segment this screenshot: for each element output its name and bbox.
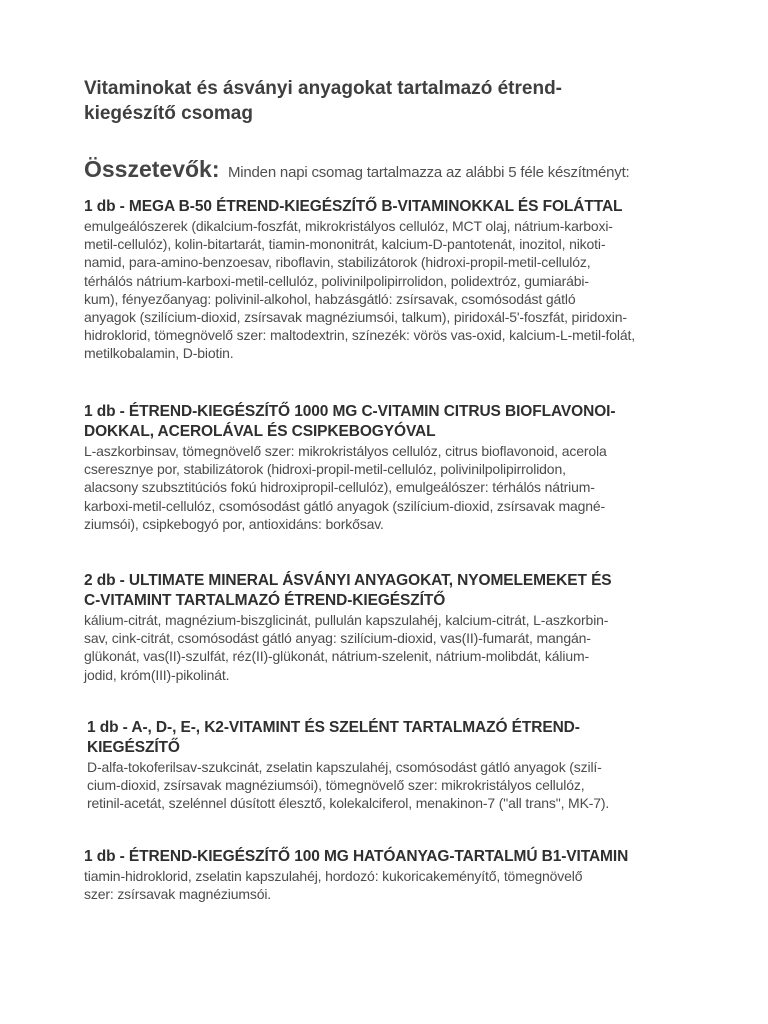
ingredient-line: L-aszkorbinsav, tömegnövelő szer: mikrokristályos cellulóz, citrus bioflavonoid, acerola <box>84 443 607 459</box>
section-ingredients <box>87 758 727 813</box>
product-section <box>84 402 724 533</box>
ingredient-line: cseresznye por, stabilizátorok (hidroxi-propil-metil-cellulóz, polivinilpolipirrolidon, <box>84 461 566 478</box>
section-title <box>84 197 724 217</box>
ingredient-line: kum), fényezőanyag: polivinil-alkohol, habzásgátló: zsírsavak, csomósodást gátló <box>84 290 576 307</box>
section-title-line: 1 db - MEGA B-50 ÉTREND-KIEGÉSZÍTŐ B-VITAMINOKKAL ÉS FOLÁTTAL <box>84 198 623 215</box>
ingredients-label: Összetevők: <box>84 156 220 182</box>
ingredient-line: hidroklorid, tömegnövelő szer: maltodextrin, színezék: vörös vas-oxid, kalcium-L-metil-folát, <box>84 327 635 344</box>
product-section <box>84 847 724 903</box>
ingredient-line: metilkobalamin, D-biotin. <box>84 345 234 362</box>
ingredient-line: D-alfa-tokoferilsav-szukcinát, zselatin kapszulahéj, csomósodást gátló anyagok (szilí- <box>87 759 602 775</box>
section-ingredients <box>84 611 724 684</box>
ingredient-line: ziumsói), csipkebogyó por, antioxidáns: borkősav. <box>84 515 384 532</box>
section-ingredients <box>84 217 724 363</box>
ingredient-line: namid, para-amino-benzoesav, riboflavin, stabilizátorok (hidroxi-propil-metil-cellulóz, <box>84 254 591 271</box>
section-title <box>84 402 724 442</box>
ingredient-line: kálium-citrát, magnézium-biszglicinát, pullulán kapszulahéj, kalcium-citrát, L-aszkorbin- <box>84 612 609 628</box>
section-title-line: C-VITAMINT TARTALMAZÓ ÉTREND-KIEGÉSZÍTŐ <box>84 592 446 609</box>
section-title-line: DOKKAL, ACEROLÁVAL ÉS CSIPKEBOGYÓVAL <box>84 423 436 440</box>
ingredients-intro <box>84 156 704 183</box>
section-title-line: 1 db - ÉTREND-KIEGÉSZÍTŐ 1000 MG C-VITAMIN CITRUS BIOFLAVONOI- <box>84 403 616 420</box>
section-title-line: 1 db - ÉTREND-KIEGÉSZÍTŐ 100 MG HATÓANYAG-TARTALMÚ B1-VITAMIN <box>84 848 629 865</box>
ingredient-line: cium-dioxid, zsírsavak magnéziumsói), tömegnövelő szer: mikrokristályos cellulóz, <box>87 777 585 794</box>
ingredient-line: glükonát, vas(II)-szulfát, réz(II)-glükonát, nátrium-szelenit, nátrium-molibdát, kálium- <box>84 648 589 665</box>
product-section <box>84 571 724 684</box>
ingredient-line: emulgeálószerek (dikalcium-foszfát, mikrokristályos cellulóz, MCT olaj, nátrium-karboxi- <box>84 218 613 234</box>
product-section <box>87 718 727 813</box>
section-title-line: 2 db - ULTIMATE MINERAL ÁSVÁNYI ANYAGOKAT, NYOMELEMEKET ÉS <box>84 572 612 589</box>
document-title <box>84 76 704 126</box>
ingredient-line: anyagok (szilícium-dioxid, zsírsavak magnéziumsói, talkum), piridoxál-5'-foszfát, piridoxin- <box>84 309 627 326</box>
title-line: kiegészítő csomag <box>84 103 253 124</box>
section-title-line: 1 db - A-, D-, E-, K2-VITAMINT ÉS SZELÉNT TARTALMAZÓ ÉTREND- <box>87 719 580 736</box>
ingredient-line: sav, cink-citrát, csomósodást gátló anyag: szilícium-dioxid, vas(II)-fumarát, mangán- <box>84 630 591 647</box>
ingredient-line: jodid, króm(III)-pikolinát. <box>84 666 230 683</box>
ingredient-line: retinil-acetát, szelénnel dúsított élesztő, kolekalciferol, menakinon-7 ("all trans", MK-7). <box>87 795 610 812</box>
ingredient-line: karboxi-metil-cellulóz, csomósodást gátló anyagok (szilícium-dioxid, zsírsavak magné- <box>84 497 606 514</box>
section-ingredients <box>84 442 724 533</box>
ingredient-line: metil-cellulóz), kolin-bitartarát, tiamin-mononitrát, kalcium-D-pantotenát, inozitol, nikoti- <box>84 236 606 253</box>
ingredient-line: alacsony szubsztitúciós fokú hidroxipropil-cellulóz), emulgeálószer: térhálós nátrium- <box>84 479 595 496</box>
section-title <box>84 847 724 867</box>
section-title <box>87 718 727 758</box>
section-title-line: KIEGÉSZÍTŐ <box>87 739 180 756</box>
section-ingredients <box>84 867 724 903</box>
document-page <box>84 76 704 183</box>
title-line: Vitaminokat és ásványi anyagokat tartalmazó étrend- <box>84 78 562 99</box>
ingredient-line: szer: zsírsavak magnéziumsói. <box>84 886 272 903</box>
ingredient-line: térhálós nátrium-karboxi-metil-cellulóz, polivinilpolipirrolidon, polidextróz, gumiarábi- <box>84 272 589 289</box>
product-section <box>84 197 724 363</box>
section-title <box>84 571 724 611</box>
ingredient-line: tiamin-hidroklorid, zselatin kapszulahéj, hordozó: kukoricakeményítő, tömegnövelő <box>84 868 583 884</box>
ingredients-intro-text: Minden napi csomag tartalmazza az alábbi 5 féle készítményt: <box>227 164 630 181</box>
